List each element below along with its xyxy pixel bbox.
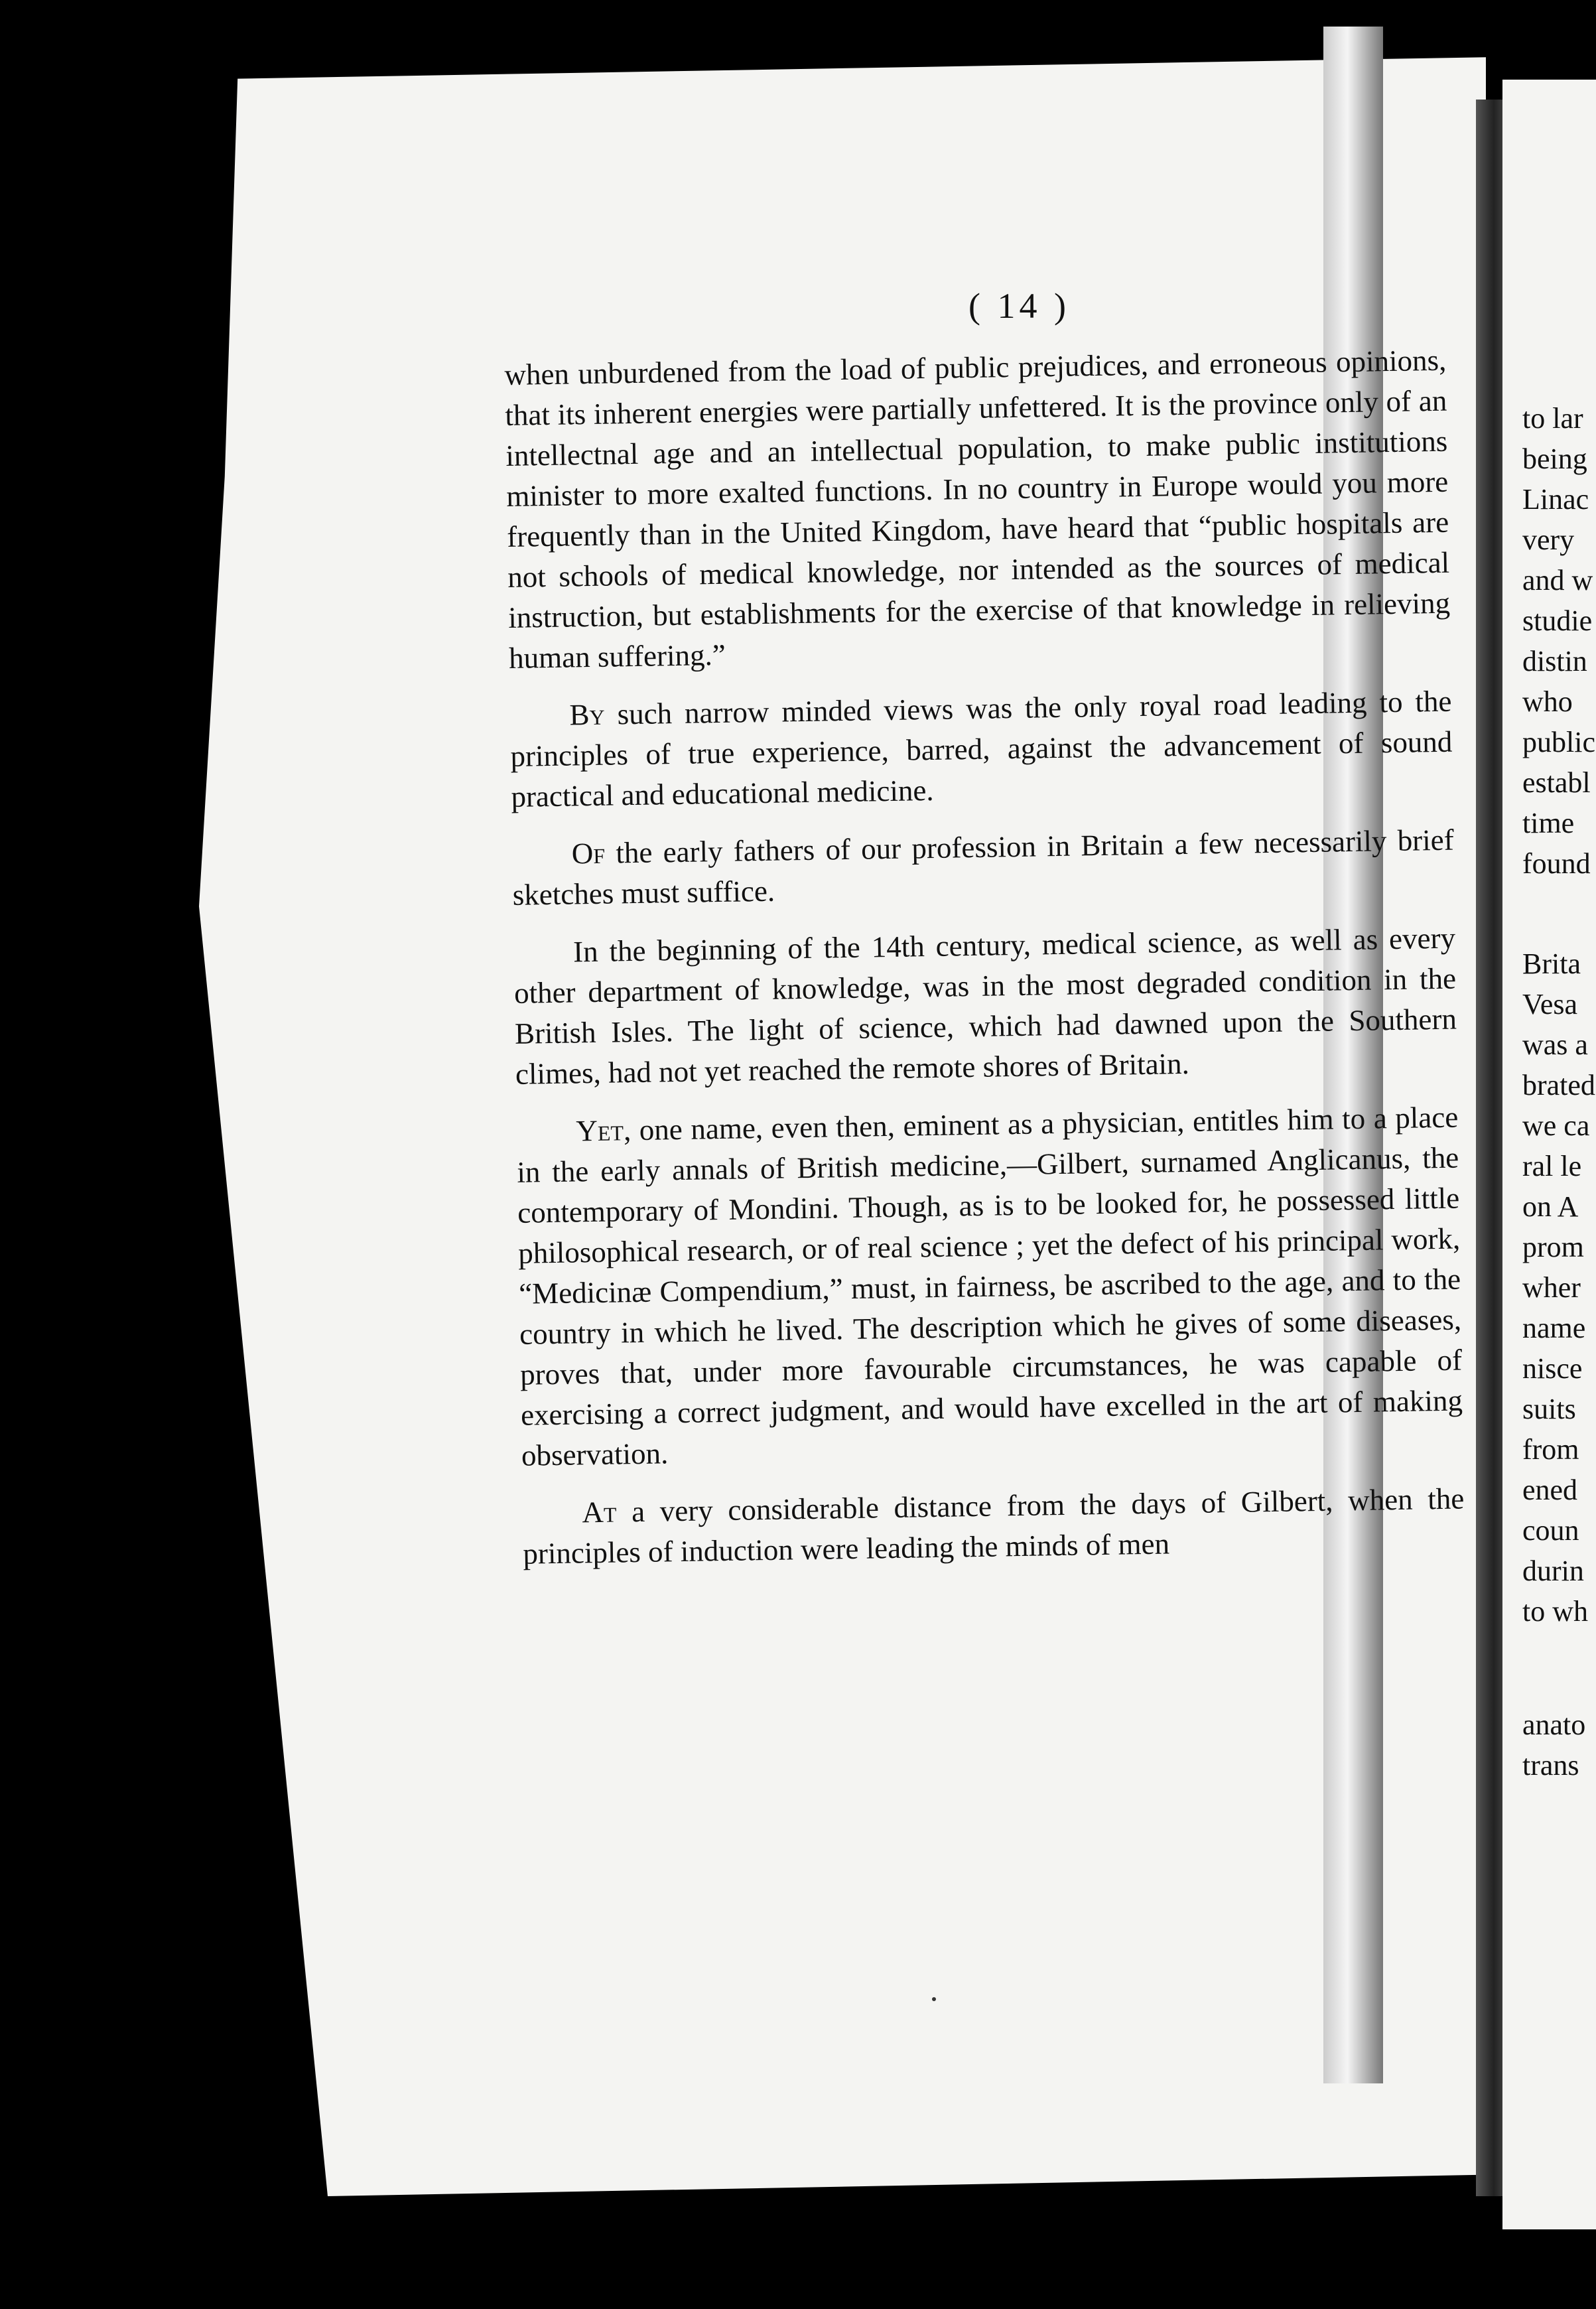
facing-page-text	[1522, 398, 1595, 1785]
facing-line: was a	[1522, 1028, 1588, 1061]
facing-line: trans	[1522, 1749, 1579, 1782]
facing-line: suits	[1522, 1393, 1576, 1425]
facing-line: who	[1522, 685, 1573, 718]
paragraph	[509, 681, 1453, 817]
facing-line: nisce	[1522, 1352, 1583, 1385]
ink-speck	[932, 1997, 936, 2001]
paragraph-lead: Yet,	[575, 1113, 632, 1148]
facing-line: very	[1522, 524, 1575, 556]
facing-line: found	[1522, 847, 1591, 880]
facing-line: prom	[1522, 1231, 1584, 1263]
facing-line: we ca	[1522, 1109, 1590, 1142]
facing-line: on A	[1522, 1190, 1579, 1223]
paragraph	[504, 340, 1451, 679]
body-text	[504, 340, 1465, 1592]
facing-line: Linac	[1522, 483, 1589, 516]
facing-line: Brita	[1522, 947, 1581, 980]
paragraph-text: In the beginning of the 14th century, medical science, as well as every other department of knowledge, was in the most degraded condition in the British Isles. The light of science, which had dawned upon the Southern climes, had not yet reached the remote shores of Britain.	[513, 921, 1457, 1091]
paragraph	[511, 820, 1455, 916]
facing-line: coun	[1522, 1514, 1579, 1547]
facing-line: brated	[1522, 1069, 1595, 1101]
facing-line: from	[1522, 1433, 1579, 1466]
paragraph-lead: Of	[571, 836, 606, 871]
facing-line: and w	[1522, 564, 1593, 596]
paragraph	[516, 1097, 1463, 1476]
paragraph-text: when unburdened from the load of public prejudices, and erroneous opinions, that its inherent energies were partially unfettered. It is the province only of an intellectnal age and an intellectual population, to make public institutions minister to more exalted functions. In no country in Europe would you more frequently than in the United Kingdom, have heard that “public hospitals are not schools of medical knowledge, nor intended as the sources of medical instruction, but establishments for the exercise of that knowledge in relieving human suffering.”	[504, 343, 1451, 675]
facing-line: to wh	[1522, 1595, 1588, 1628]
paragraph-lead: By	[569, 697, 606, 732]
page-number: ( 14 )	[968, 286, 1070, 326]
facing-line: establ	[1522, 766, 1591, 799]
paragraph-text: a very considerable distance from the days of Gilbert, when the principles of induction were leading the minds of men	[522, 1482, 1465, 1571]
facing-line: being	[1522, 443, 1587, 475]
facing-line: public	[1522, 726, 1595, 758]
facing-line: studie	[1522, 604, 1593, 637]
paragraph-text: one name, even then, eminent as a physician, entitles him to a place in the early annals of British medicine,—Gilbert, surnamed Anglicanus, the contemporary of Mondini. Though, as is to be looked for, he possessed little philosophical research, or of real science ; yet the defect of his principal work, “Medicinæ Compendium,” must, in fairness, be ascribed to the age, and to the country in which he lived. The description which he gives of some diseases, proves that, under more favourable circumstances, he was capable of exercising a correct judgment, and would have excelled in the art of making observation.	[516, 1100, 1463, 1472]
facing-line: time	[1522, 807, 1575, 839]
paragraph	[513, 918, 1458, 1095]
facing-line: ral le	[1522, 1150, 1582, 1182]
facing-line: name	[1522, 1312, 1586, 1344]
facing-line: distin	[1522, 645, 1587, 677]
paragraph-lead: At	[582, 1495, 617, 1529]
book-gutter	[1476, 100, 1506, 2196]
facing-page	[1502, 80, 1596, 2229]
paragraph-text: such narrow minded views was the only royal road leading to the principles of true experience, barred, against the advancement of sound practical and educational medicine.	[510, 684, 1453, 813]
facing-line: to lar	[1522, 402, 1583, 435]
facing-line: Vesa	[1522, 988, 1578, 1020]
paragraph-text: the early fathers of our profession in Britain a few necessarily brief sketches must suffice.	[512, 823, 1455, 912]
facing-line: durin	[1522, 1555, 1584, 1587]
facing-line: ened	[1522, 1474, 1578, 1506]
facing-line: wher	[1522, 1271, 1581, 1304]
paragraph	[522, 1478, 1465, 1574]
facing-line: anato	[1522, 1709, 1586, 1741]
